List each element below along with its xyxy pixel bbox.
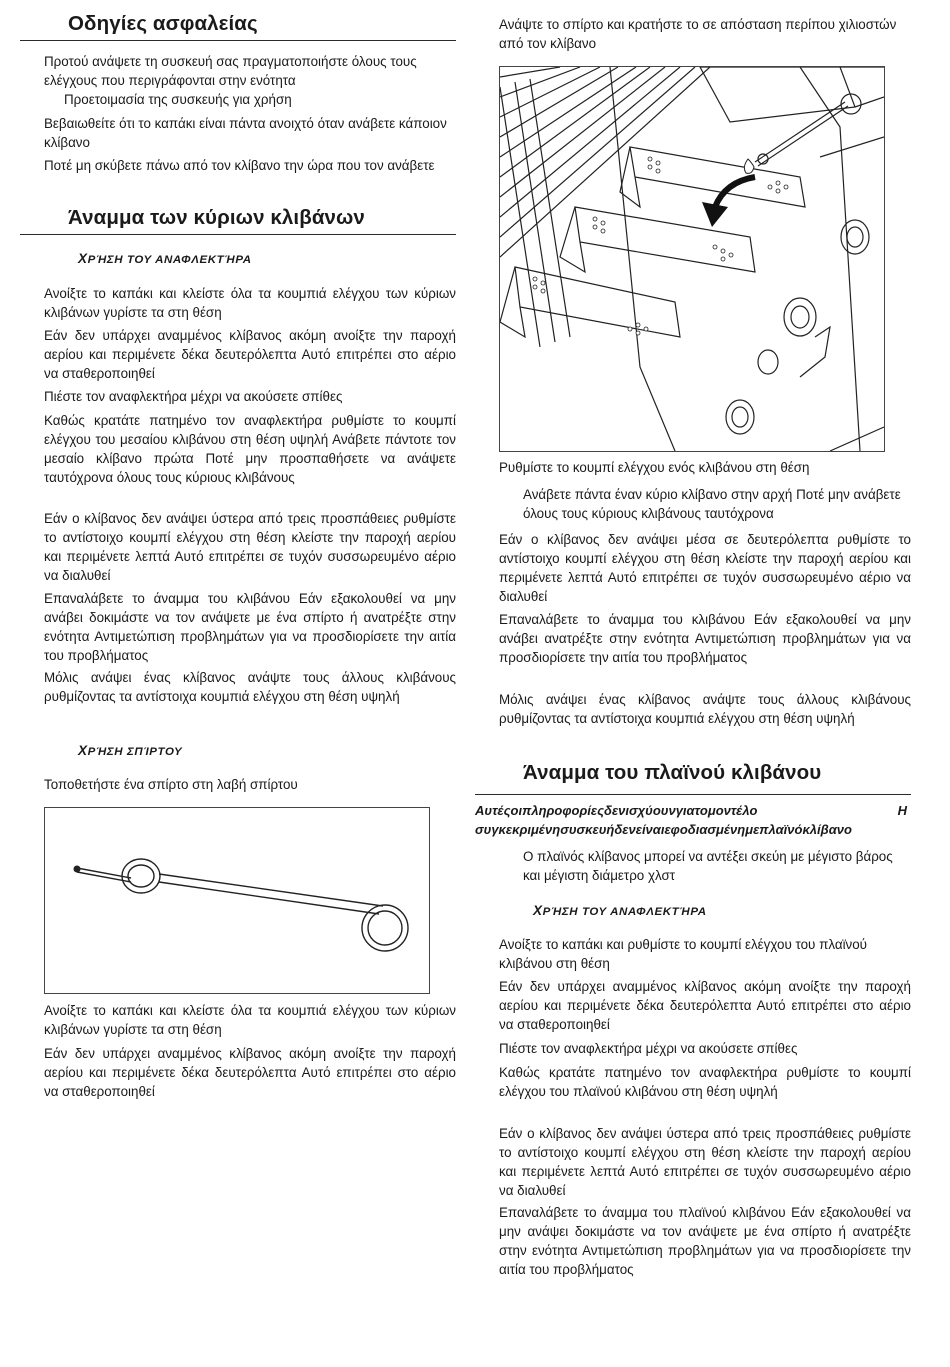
paragraph: Εάν δεν υπάρχει αναμμένος κλίβανος ακόμη ανοίξτε την παροχή αερίου και περιμένετε δέκα δευτερόλεπτα Αυτό επιτρέπει στο αέριο να σταθεροποιηθεί [44, 328, 456, 381]
paragraph: Επαναλάβετε το άναμμα του κλιβάνου Εάν εξακολουθεί να μην ανάβει ανατρέξτε στην ενότητα Αντιμετώπιση προβλημάτων για να προσδιορίσετε την αιτία του προβλήματος [499, 612, 911, 665]
paragraph: Μόλις ανάψει ένας κλίβανος ανάψτε τους άλλους κλιβάνους ρυθμίζοντας τα αντίστοιχα κουμπιά ελέγχου στη θέση υψηλή [499, 692, 911, 726]
paragraph: Εάν ο κλίβανος δεν ανάψει ύστερα από τρεις προσπάθειες ρυθμίστε το αντίστοιχο κουμπί ελέγχου στη θέση κλείστε την παροχή αερίου και περιμένετε λεπτά Αυτό επιτρέπει σε τυχόν συσσωρευμένο αέριο να διαλυθεί [499, 1126, 911, 1198]
subheading-rest: ΡΉΣΗ ΣΠΊΡΤΟΥ [87, 746, 183, 758]
heading-safety: Οδηγίες ασφαλείας [20, 12, 456, 41]
subheading-side-igniter [533, 903, 707, 918]
heading-side-burner: Άναμμα του πλαϊνού κλιβάνου [523, 761, 822, 784]
subheading-rest: ΡΉΣΗ ΤΟΥ ΑΝΑΦΛΕΚΤΉΡΑ [87, 254, 252, 266]
subheading-match [78, 743, 182, 758]
paragraph: Ο πλαϊνός κλίβανος μπορεί να αντέξει σκεύη με μέγιστο βάρος και μέγιστη διάμετρο χλστ [523, 849, 893, 883]
paragraph: Επαναλάβετε το άναμμα του πλαϊνού κλιβάνου Εάν εξακολουθεί να μην ανάψει δοκιμάστε να τον ανάψετε με ένα σπίρτο ή ανατρέξτε στην ενότητα Αντιμετώπιση προβλημάτων για να προσδιορίσετε την αιτία του προβλήματος [499, 1205, 911, 1277]
paragraph: Καθώς κρατάτε πατημένο τον αναφλεκτήρα ρυθμίστε το κουμπί ελέγχου του πλαϊνού κλιβάνου στη θέση υψηλή [499, 1065, 911, 1099]
note-text: Αυτέςοιπληροφορίεςδενισχύουνγιατομοντέλο [475, 803, 758, 818]
grill-burner-illustration [500, 67, 884, 451]
paragraph: Ανάψτε το σπίρτο και κρατήστε το σε απόσταση περίπου χιλιοστών από τον κλίβανο [499, 17, 897, 51]
subheading-initial: Χ [533, 903, 543, 918]
paragraph: Εάν δεν υπάρχει αναμμένος κλίβανος ακόμη ανοίξτε την παροχή αερίου και περιμένετε δέκα δευτερόλεπτα Αυτό επιτρέπει στο αέριο να σταθεροποιηθεί [44, 1046, 456, 1099]
note-text: συγκεκριμένησυσκευήδενείναιεφοδιασμένημεπλαϊνόκλίβανο [475, 822, 852, 837]
paragraph: Εάν ο κλίβανος δεν ανάψει ύστερα από τρεις προσπάθειες ρυθμίστε το αντίστοιχο κουμπί ελέγχου στη θέση κλείστε την παροχή αερίου και περιμένετε λεπτά Αυτό επιτρέπει σε τυχόν συσσωρευμένο αέριο να διαλυθεί [44, 511, 456, 583]
paragraph: Ανοίξτε το καπάκι και κλείστε όλα τα κουμπιά ελέγχου των κύριων κλιβάνων γυρίστε τα στη θέση [44, 1003, 456, 1037]
match-holder-figure [44, 807, 430, 994]
subheading-initial: Χ [78, 251, 88, 266]
figure-caption: Ρυθμίστε το κουμπί ελέγχου ενός κλιβάνου στη θέση [499, 460, 810, 475]
paragraph: Προετοιμασία της συσκευής για χρήση [64, 92, 292, 107]
paragraph: Καθώς κρατάτε πατημένο τον αναφλεκτήρα ρυθμίστε το κουμπί ελέγχου του μεσαίου κλιβάνου στη θέση υψηλή Ανάβετε πάντοτε τον μεσαίο κλίβανο πρώτα Ποτέ μην προσπαθήσετε να ανάψετε ταυτόχρονα όλους τους κύριους κλιβάνους [44, 413, 456, 485]
paragraph: Ανοίξτε το καπάκι και κλείστε όλα τα κουμπιά ελέγχου των κύριων κλιβάνων γυρίστε τα στη θέση [44, 286, 456, 320]
subheading-rest: ΡΉΣΗ ΤΟΥ ΑΝΑΦΛΕΚΤΉΡΑ [542, 906, 707, 918]
paragraph: Βεβαιωθείτε ότι το καπάκι είναι πάντα ανοιχτό όταν ανάβετε κάποιον κλίβανο [44, 116, 447, 150]
match-holder-illustration [45, 808, 429, 993]
paragraph: Εάν ο κλίβανος δεν ανάψει μέσα σε δευτερόλεπτα ρυθμίστε το αντίστοιχο κουμπί ελέγχου στη θέση κλείστε την παροχή αερίου και περιμένετε λεπτά Αυτό επιτρέπει σε τυχόν συσσωρευμένο αέριο να διαλυθεί [499, 532, 911, 604]
paragraph: Πιέστε τον αναφλεκτήρα μέχρι να ακούσετε σπίθες [44, 389, 343, 404]
subheading-initial: Χ [78, 743, 88, 758]
note-text: Η [897, 803, 907, 818]
paragraph: Προτού ανάψετε τη συσκευή σας πραγματοποιήστε όλους τους ελέγχους που περιγράφονται στην ενότητα [44, 54, 417, 88]
heading-main-burners: Άναμμα των κύριων κλιβάνων [20, 206, 456, 235]
model-note [475, 801, 907, 839]
paragraph: Εάν δεν υπάρχει αναμμένος κλίβανος ακόμη ανοίξτε την παροχή αερίου και περιμένετε δέκα δευτερόλεπτα Αυτό επιτρέπει στο αέριο να σταθεροποιηθεί [499, 979, 911, 1032]
paragraph: Τοποθετήστε ένα σπίρτο στη λαβή σπίρτου [44, 777, 298, 792]
paragraph: Μόλις ανάψει ένας κλίβανος ανάψτε τους άλλους κλιβάνους ρυθμίζοντας τα αντίστοιχα κουμπιά ελέγχου στη θέση υψηλή [44, 670, 456, 704]
paragraph: Επαναλάβετε το άναμμα του κλιβάνου Εάν εξακολουθεί να μην ανάβει δοκιμάστε να τον ανάψετε με ένα σπίρτο ή ανατρέξτε στην ενότητα Αντιμετώπιση προβλημάτων για να προσδιορίσετε την αιτία του προβλήματος [44, 591, 456, 663]
grill-match-lighting-figure [499, 66, 885, 452]
subheading-igniter [78, 251, 252, 266]
paragraph: Ανοίξτε το καπάκι και ρυθμίστε το κουμπί ελέγχου του πλαϊνού κλιβάνου στη θέση [499, 937, 868, 971]
paragraph: Πιέστε τον αναφλεκτήρα μέχρι να ακούσετε σπίθες [499, 1041, 798, 1056]
divider [475, 794, 911, 795]
paragraph: Ανάβετε πάντα έναν κύριο κλίβανο στην αρχή Ποτέ μην ανάβετε όλους τους κύριους κλιβάνους ταυτόχρονα [523, 487, 901, 521]
paragraph: Ποτέ μη σκύβετε πάνω από τον κλίβανο την ώρα που τον ανάβετε [44, 158, 435, 173]
